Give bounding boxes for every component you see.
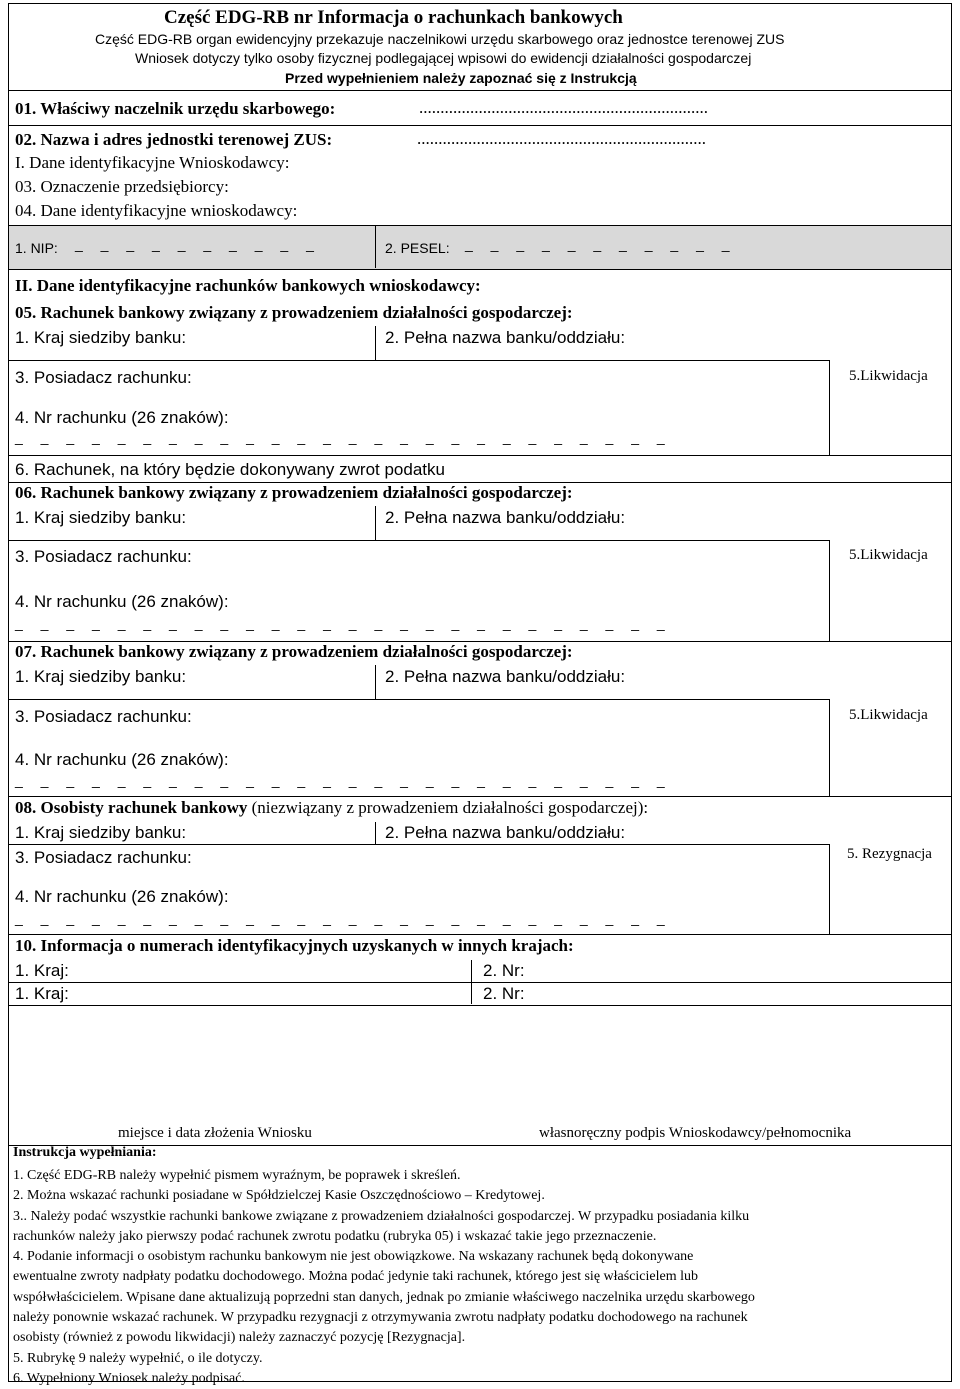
field-05-title: 05. Rachunek bankowy związany z prowadzeniem działalności gospodarczej: [15, 303, 573, 322]
field-06-country[interactable]: 1. Kraj siedziby banku: [15, 508, 187, 527]
field-08-number-label: 4. Nr rachunku (26 znaków): [15, 887, 229, 906]
section-ii-heading: II. Dane identyfikacyjne rachunków bankowych wnioskodawcy: [15, 276, 481, 295]
instructions-title: Instrukcja wypełniania: [13, 1145, 157, 1160]
field-02-label: 02. Nazwa i adres jednostki terenowej ZUS: [15, 130, 333, 149]
instruction-line: 1. Część EDG-RB należy wypełnić pismem wyraźnym, be poprawek i skreśleń. [13, 1168, 461, 1183]
divider [9, 1005, 951, 1006]
field-08-bank[interactable]: 2. Pełna nazwa banku/oddziału: [385, 823, 626, 842]
field-07-title: 07. Rachunek bankowy związany z prowadzeniem działalności gospodarczej: [15, 642, 573, 661]
field-01-label: 01. Właściwy naczelnik urzędu skarbowego: [15, 99, 336, 118]
divider [9, 934, 951, 935]
instruction-line: 3.. Należy podać wszystkie rachunki bankowe związane z prowadzeniem działalności gospodarczej. W przypadku posiadania kilku [13, 1208, 750, 1224]
field-08-country[interactable]: 1. Kraj siedziby banku: [15, 823, 187, 842]
divider [829, 360, 830, 455]
instruction-line: rachunków należy jako pierwszy podać rachunek zwrotu podatku (rubryka 05) i wskazać takie jego przeznaczenie. [13, 1228, 657, 1244]
form-header [9, 4, 951, 91]
field-05-country[interactable]: 1. Kraj siedziby banku: [15, 328, 187, 347]
signature-label: własnoręczny podpis Wnioskodawcy/pełnomocnika [539, 1125, 852, 1141]
field-05-refund-checkbox[interactable]: 6. Rachunek, na który będzie dokonywany zwrot podatku [15, 460, 445, 479]
pesel-input[interactable]: _ _ _ _ _ _ _ _ _ _ _ [465, 236, 737, 252]
header-line-1: Część EDG-RB organ ewidencyjny przekazuje naczelnikowi urzędu skarbowego oraz jednostce terenowej ZUS [95, 31, 785, 47]
field-08-title-bold: 08. Osobisty rachunek bankowy [15, 798, 248, 817]
divider [829, 540, 830, 641]
divider [9, 982, 951, 983]
field-07-number-label: 4. Nr rachunku (26 znaków): [15, 750, 229, 769]
instruction-line: osobisty (również z powodu likwidacji) należy zaznaczyć pozycję [Rezygnacja]. [13, 1330, 466, 1346]
field-07-bank[interactable]: 2. Pełna nazwa banku/oddziału: [385, 667, 626, 686]
nip-input[interactable]: _ _ _ _ _ _ _ _ _ _ [75, 236, 321, 252]
instruction-line: należy ponownie wskazać rachunek. W przypadku rezygnacji z otrzymywania zwrotu nadpłaty podatku dochodowego na rachunek [13, 1310, 748, 1326]
divider [9, 540, 829, 541]
field-06-number-label: 4. Nr rachunku (26 znaków): [15, 592, 229, 611]
field-06-holder[interactable]: 3. Posiadacz rachunku: [15, 547, 192, 566]
field-07-country[interactable]: 1. Kraj siedziby banku: [15, 667, 187, 686]
divider [375, 326, 376, 360]
field-10-row-1-country[interactable]: 1. Kraj: [15, 961, 69, 980]
field-04-label: 04. Dane identyfikacyjne wnioskodawcy: [15, 201, 298, 220]
field-08-title-rest: (niezwiązany z prowadzeniem działalności gospodarczej): [247, 798, 649, 817]
form-page [8, 3, 952, 1386]
instructions-list [13, 1166, 755, 1389]
field-05-liquidation-checkbox[interactable]: 5.Likwidacja [849, 368, 928, 384]
form-title: Część EDG-RB nr Informacja o rachunkach bankowych [164, 7, 623, 28]
field-10-row-2-nr[interactable]: 2. Nr: [483, 984, 525, 1003]
instruction-line: współwłaścicielem. Wpisane dane aktualizują poprzedni stan danych, jednak po zmianie właściwego naczelnika urzędu skarbowego [13, 1289, 755, 1305]
field-10-row-1-nr[interactable]: 2. Nr: [483, 961, 525, 980]
field-08-title [15, 798, 648, 818]
divider [375, 822, 376, 844]
divider [9, 699, 829, 700]
field-01-input[interactable]: .................................................................... [419, 98, 708, 117]
divider [9, 360, 829, 361]
divider [375, 226, 376, 268]
field-06-bank[interactable]: 2. Pełna nazwa banku/oddziału: [385, 508, 626, 527]
place-date-label: miejsce i data złożenia Wniosku [118, 1125, 312, 1141]
field-03-label: 03. Oznaczenie przedsiębiorcy: [15, 177, 229, 196]
field-05-number-label: 4. Nr rachunku (26 znaków): [15, 408, 229, 427]
field-06-title: 06. Rachunek bankowy związany z prowadzeniem działalności gospodarczej: [15, 483, 573, 502]
divider [829, 699, 830, 796]
field-02-input[interactable]: .................................................................... [417, 129, 706, 148]
field-07-liquidation-checkbox[interactable]: 5.Likwidacja [849, 707, 928, 723]
field-06-number-input[interactable]: _ _ _ _ _ _ _ _ _ _ _ _ _ _ _ _ _ _ _ _ _ _ _ _ _ _ [15, 615, 672, 631]
instruction-line: ewentualne zwroty nadpłaty podatku dochodowego. Można podać jedynie taki rachunek, którego jest się właścicielem lub [13, 1269, 699, 1285]
field-10-row-2-country[interactable]: 1. Kraj: [15, 984, 69, 1003]
field-07-number-input[interactable]: _ _ _ _ _ _ _ _ _ _ _ _ _ _ _ _ _ _ _ _ _ _ _ _ _ _ [15, 772, 672, 788]
divider [375, 506, 376, 540]
field-07-holder[interactable]: 3. Posiadacz rachunku: [15, 707, 192, 726]
divider [829, 844, 830, 934]
field-06-liquidation-checkbox[interactable]: 5.Likwidacja [849, 547, 928, 563]
header-line-3: Przed wypełnieniem należy zapoznać się z Instrukcją [285, 70, 637, 86]
field-05-bank[interactable]: 2. Pełna nazwa banku/oddziału: [385, 328, 626, 347]
field-05-holder[interactable]: 3. Posiadacz rachunku: [15, 368, 192, 387]
divider [9, 844, 829, 845]
instruction-line: 2. Można wskazać rachunki posiadane w Spółdzielczej Kasie Oszczędnościowo – Kredytowej. [13, 1188, 545, 1204]
divider [375, 665, 376, 699]
instruction-line: 5. Rubrykę 9 należy wypełnić, o ile dotyczy. [13, 1350, 263, 1366]
section-i-heading: I. Dane identyfikacyjne Wnioskodawcy: [15, 153, 290, 172]
nip-label: 1. NIP: [15, 240, 58, 256]
instruction-line: 6. Wypełniony Wniosek należy podpisać. [13, 1370, 245, 1386]
field-08-resignation-checkbox[interactable]: 5. Rezygnacja [847, 846, 932, 862]
field-10-title: 10. Informacja o numerach identyfikacyjnych uzyskanych w innych krajach: [15, 936, 574, 955]
field-01 [9, 91, 951, 126]
field-08-number-input[interactable]: _ _ _ _ _ _ _ _ _ _ _ _ _ _ _ _ _ _ _ _ _ _ _ _ _ _ [15, 910, 672, 926]
field-08-holder[interactable]: 3. Posiadacz rachunku: [15, 848, 192, 867]
divider [9, 455, 951, 456]
header-line-2: Wniosek dotyczy tylko osoby fizycznej podlegającej wpisowi do ewidencji działalności gospodarczej [135, 50, 752, 66]
divider [9, 796, 951, 797]
id-numbers-box [9, 225, 951, 270]
instruction-line: 4. Podanie informacji o osobistym rachunku bankowym nie jest obowiązkowe. Na wskazany rachunek będą dokonywane [13, 1249, 694, 1265]
field-05-number-input[interactable]: _ _ _ _ _ _ _ _ _ _ _ _ _ _ _ _ _ _ _ _ _ _ _ _ _ _ [15, 429, 672, 445]
pesel-label: 2. PESEL: [385, 240, 450, 256]
